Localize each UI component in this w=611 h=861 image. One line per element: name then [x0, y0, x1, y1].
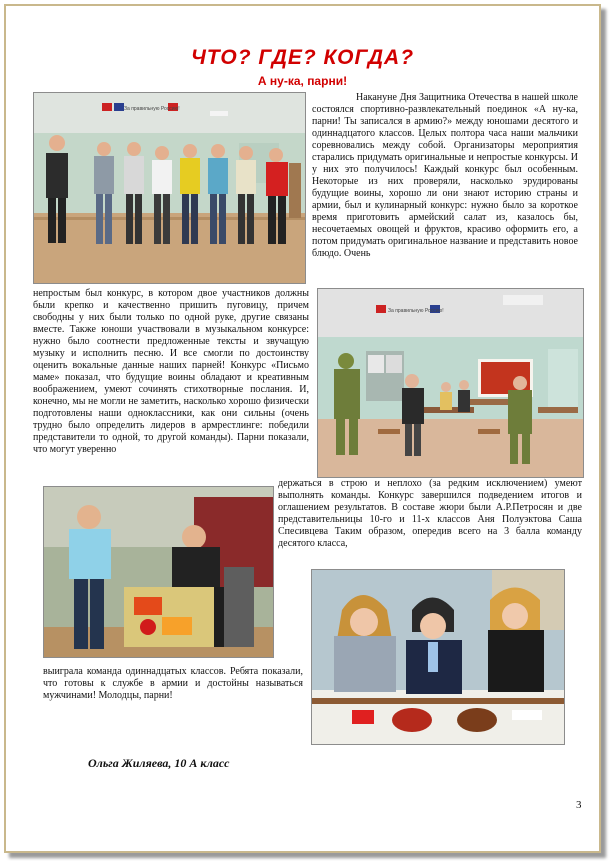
- article-subtitle: А ну-ка, парни!: [257, 74, 348, 88]
- newsletter-page: [4, 4, 601, 853]
- photo-salad-contest: [43, 486, 274, 658]
- article-paragraph-4-text: выиграла команда одиннадцатых классов. Ребята показали, что готовы к службе в армии и достойны называться мужчинами! Молодцы, парни!: [43, 666, 303, 701]
- page-number: 3: [576, 799, 582, 811]
- photo-classroom-soldiers: [317, 288, 584, 478]
- photo2-banner-text: За правильную Россию!: [388, 308, 444, 314]
- article-paragraph-3: [278, 478, 582, 550]
- article-paragraph-2-text: непростым был конкурс, в котором двое участников должны были крепко и качественно пришить пуговицу, причем свободны у них были только по одной руке, другие связаны вместе. Также юноши участвовали в музыкальном конкурсе: нужно было соотнести предложенные тексты и звучащую музыку и исполнить песню. И все смогли по достоинству оценить вокальные данные наших парней! Конкурс «Письмо маме» показал, что будущие воины обладают и креативным воображением, умеют сочинять стихотворные послания. И, конечно, мы не могли не заметить, насколько хорошо физически подготовлены наши одноклассники, как они сильны (очень трудно было определить лидеров в армрестлинге: победили представители то одной, то другой команды). Парни показали, что могут уверенно: [33, 288, 309, 455]
- photo-jury: [311, 569, 565, 745]
- article-title: ЧТО? ГДЕ? КОГДА?: [190, 46, 415, 69]
- photo1-banner-text: За правильную Россию!: [124, 106, 180, 112]
- article-paragraph-1: [312, 92, 578, 260]
- photo-boys-lineup-image: [34, 93, 305, 283]
- article-paragraph-1-text: Накануне Дня Защитника Отечества в нашей школе состоялся спортивно-развлекательный поединок «А ну-ка, парни! Ты записался в армию?» между юношами десятого и одиннадцатого классов. Целых полтора часа наши мальчики соревновались между собой. Организаторы мероприятия старались придумать оригинальные и непростые конкурсы. И у них это получилось! Каждый конкурс был особенным. Некоторые из них проверяли, насколько эрудированы будущие воины, хорошо ли они знают историю страны и армии, был и кулинарный конкурс: нужно было за короткое время приготовить армейский салат из, казалось бы, несочетаемых овощей и фруктов, красиво оформить его, а потом придумать оригинальное название и представить новое блюдо. Очень: [312, 92, 578, 259]
- photo-classroom-soldiers-image: [318, 289, 583, 477]
- article-paragraph-4: [43, 666, 303, 702]
- photo-boys-lineup: [33, 92, 306, 284]
- photo-salad-contest-image: [44, 487, 273, 657]
- article-paragraph-2: [33, 288, 309, 456]
- article-paragraph-3-text: держаться в строю и неплохо (за редким исключением) умеют выполнять команды. Конкурс завершился подведением итогов и оглашением результатов. В составе жюри были А.Р.Петросян и две представительницы 10-го и 11-х классов Аня Полуэктова Саша Спесивцева Таким образом, опередив всего на 3 балла команду десятого класса,: [278, 478, 582, 549]
- article-signature: Ольга Жиляева, 10 А класс: [88, 756, 230, 770]
- photo-jury-image: [312, 570, 564, 744]
